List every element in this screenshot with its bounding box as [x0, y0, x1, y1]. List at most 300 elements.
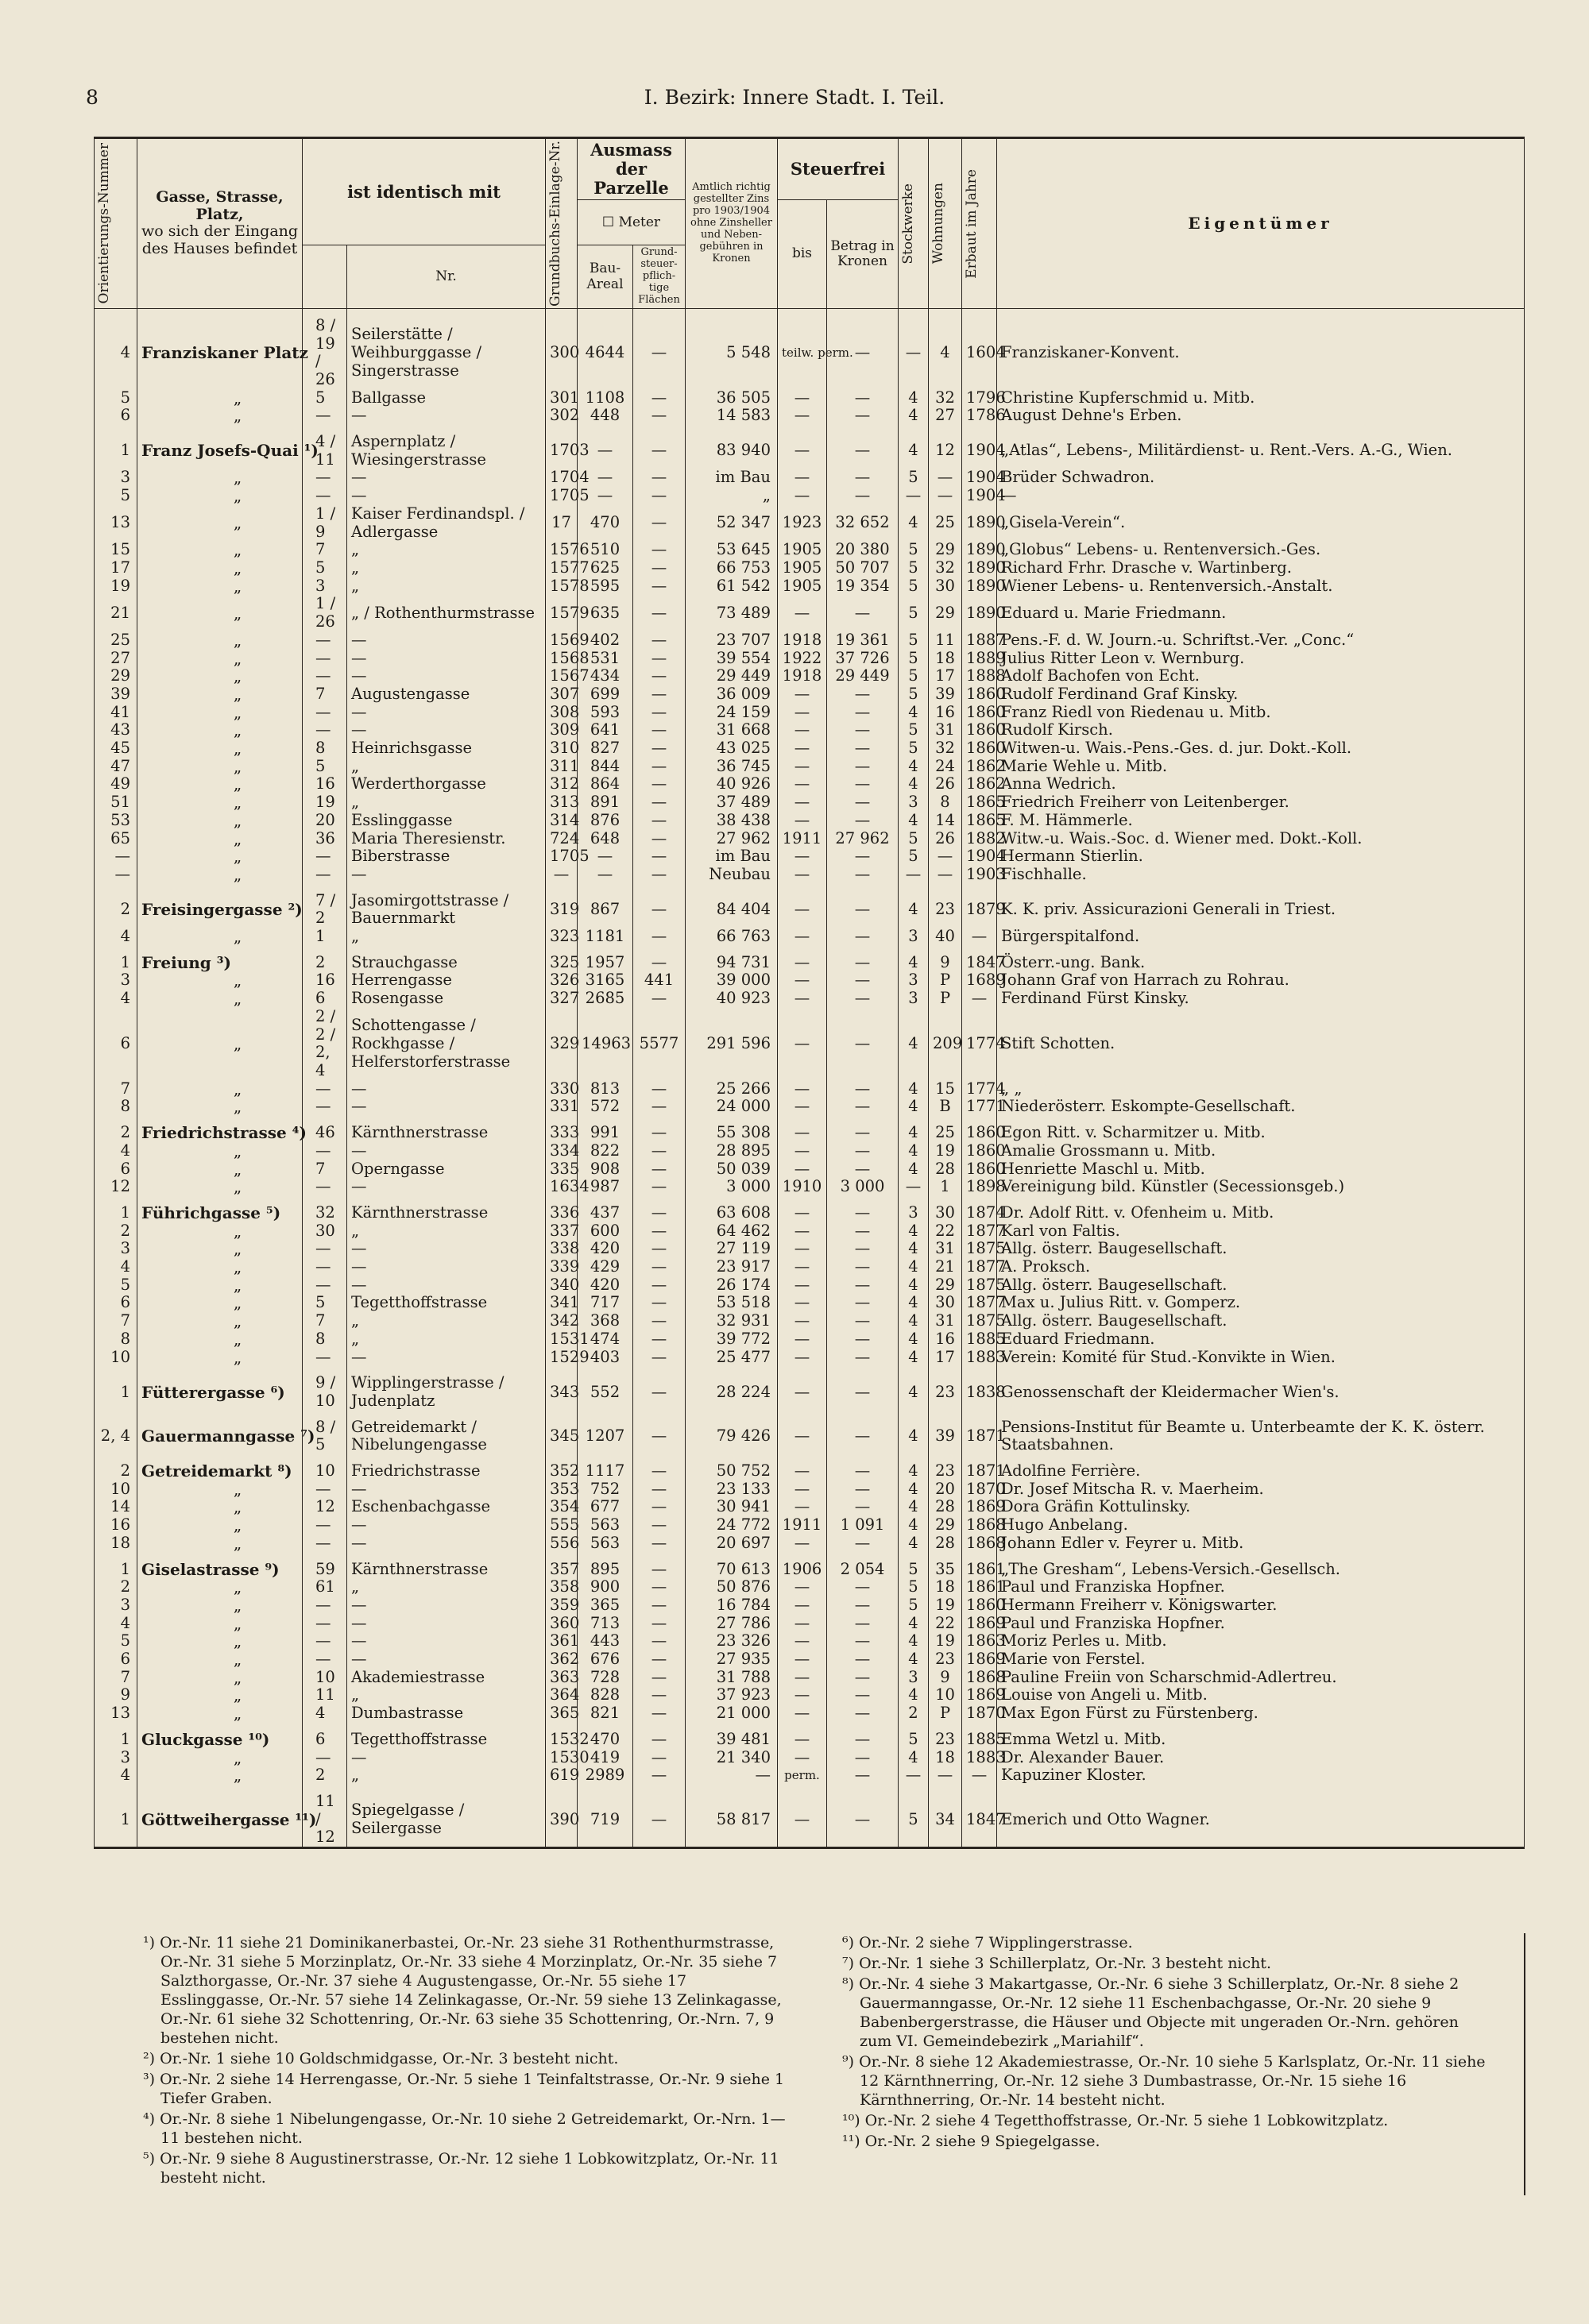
- cell-wohn: 23: [929, 1454, 962, 1480]
- cell-stock: 5: [899, 1723, 929, 1749]
- cell-ident: —: [347, 1276, 546, 1295]
- cell-ident: Operngasse: [347, 1160, 546, 1179]
- cell-nr: 2: [303, 946, 347, 972]
- cell-owner: F. M. Hämmerle.: [997, 812, 1525, 830]
- cell-bis: —: [778, 1258, 827, 1276]
- cell-ez: 354: [546, 1498, 578, 1516]
- cell-zins: 39 000: [686, 971, 778, 990]
- cell-stock: 5: [899, 559, 929, 577]
- cell-owner: Österr.-ung. Bank.: [997, 946, 1525, 972]
- cell-onr: 1: [95, 1553, 137, 1579]
- table-row: [95, 866, 1525, 884]
- cell-nr: 8 / 5: [303, 1411, 347, 1454]
- cell-wohn: 9: [929, 1669, 962, 1687]
- cell-street: Führichgasse ⁵): [137, 1196, 303, 1222]
- cell-ez: 330: [546, 1080, 578, 1098]
- cell-zins: 83 940: [686, 425, 778, 469]
- cell-nr: —: [303, 1276, 347, 1295]
- table-row: [95, 595, 1525, 631]
- cell-owner: „ „: [997, 1080, 1525, 1098]
- cell-stock: 4: [899, 758, 929, 776]
- cell-bis: —: [778, 866, 827, 884]
- cell-stock: 5: [899, 1785, 929, 1848]
- cell-bis: —: [778, 758, 827, 776]
- cell-bau: 474: [578, 1330, 633, 1349]
- cell-zins: 38 438: [686, 812, 778, 830]
- col-meter: ☐ Meter: [578, 200, 686, 245]
- cell-nr: 5: [303, 389, 347, 407]
- cell-stock: 4: [899, 704, 929, 722]
- cell-wohn: 22: [929, 1222, 962, 1241]
- cell-grund: —: [633, 1196, 686, 1222]
- cell-nr: 5: [303, 559, 347, 577]
- cell-zins: 36 009: [686, 685, 778, 704]
- footnotes-left: [143, 1933, 787, 2189]
- cell-stock: 5: [899, 577, 929, 596]
- cell-erbaut: 1870: [962, 1480, 997, 1499]
- cell-ident: Dumbastrasse: [347, 1704, 546, 1723]
- cell-zins: 30 941: [686, 1498, 778, 1516]
- cell-street: „: [137, 1669, 303, 1687]
- cell-onr: 4: [95, 1258, 137, 1276]
- cell-ez: 1529: [546, 1349, 578, 1367]
- cell-ident: „: [347, 928, 546, 946]
- cell-nr: —: [303, 1650, 347, 1669]
- cell-zins: —: [686, 1766, 778, 1785]
- cell-bau: 593: [578, 704, 633, 722]
- cell-bis: —: [778, 884, 827, 928]
- cell-zins: 31 788: [686, 1669, 778, 1687]
- footnotes-right: [842, 1933, 1486, 2152]
- cell-betrag: —: [827, 793, 899, 812]
- cell-wohn: 20: [929, 1480, 962, 1499]
- cell-nr: 7: [303, 541, 347, 559]
- cell-street: „: [137, 1704, 303, 1723]
- cell-ez: 331: [546, 1098, 578, 1116]
- cell-ez: 353: [546, 1480, 578, 1499]
- cell-zins: 50 876: [686, 1578, 778, 1596]
- footnote: ⁵) Or.-Nr. 9 siehe 8 Augustinerstrasse, Or.-Nr. 12 siehe 1 Lobkowitzplatz, Or.-Nr. 11 besteht nicht.: [143, 2150, 779, 2187]
- cell-wohn: 28: [929, 1498, 962, 1516]
- cell-nr: —: [303, 866, 347, 884]
- cell-erbaut: 1838: [962, 1366, 997, 1410]
- cell-betrag: —: [827, 1766, 899, 1785]
- cell-nr: —: [303, 1349, 347, 1367]
- cell-stock: 4: [899, 1080, 929, 1098]
- cell-ident: Spiegelgasse / Seilergasse: [347, 1785, 546, 1848]
- table-row: [95, 1578, 1525, 1596]
- table-row: [95, 793, 1525, 812]
- cell-bau: 719: [578, 1785, 633, 1848]
- cell-bau: 470: [578, 1723, 633, 1749]
- cell-onr: 5: [95, 1276, 137, 1295]
- cell-ez: 337: [546, 1222, 578, 1241]
- cell-grund: —: [633, 946, 686, 972]
- cell-grund: —: [633, 1723, 686, 1749]
- cell-street: „: [137, 1596, 303, 1615]
- cell-stock: 5: [899, 721, 929, 739]
- cell-owner: Louise von Angeli u. Mitb.: [997, 1686, 1525, 1704]
- cell-street: „: [137, 1258, 303, 1276]
- cell-wohn: 11: [929, 631, 962, 650]
- cell-stock: 4: [899, 1615, 929, 1633]
- cell-erbaut: 1879: [962, 884, 997, 928]
- cell-erbaut: 1890: [962, 577, 997, 596]
- cell-bau: 1957: [578, 946, 633, 972]
- table-header: [95, 138, 1525, 309]
- cell-zins: 39 772: [686, 1330, 778, 1349]
- cell-grund: —: [633, 1766, 686, 1785]
- cell-onr: 10: [95, 1349, 137, 1367]
- cell-nr: —: [303, 1749, 347, 1767]
- cell-bis: 1905: [778, 559, 827, 577]
- cell-onr: 21: [95, 595, 137, 631]
- cell-ez: 362: [546, 1650, 578, 1669]
- cell-erbaut: 1861: [962, 1578, 997, 1596]
- cell-erbaut: 1868: [962, 1516, 997, 1535]
- cell-ez: 323: [546, 928, 578, 946]
- cell-owner: Egon Ritt. v. Scharmitzer u. Mitb.: [997, 1116, 1525, 1142]
- cell-zins: 28 224: [686, 1366, 778, 1410]
- cell-onr: 2: [95, 884, 137, 928]
- cell-onr: 3: [95, 1749, 137, 1767]
- table-row: [95, 308, 1525, 388]
- cell-onr: —: [95, 866, 137, 884]
- cell-ident: Kärnthnerstrasse: [347, 1116, 546, 1142]
- cell-ez: 342: [546, 1312, 578, 1330]
- cell-nr: —: [303, 847, 347, 866]
- cell-bis: —: [778, 1785, 827, 1848]
- table-row: [95, 1276, 1525, 1295]
- cell-grund: —: [633, 1098, 686, 1116]
- cell-bau: 368: [578, 1312, 633, 1330]
- table-row: [95, 721, 1525, 739]
- cell-betrag: —: [827, 1240, 899, 1258]
- cell-bau: 752: [578, 1480, 633, 1499]
- cell-bau: 635: [578, 595, 633, 631]
- table-row: [95, 1785, 1525, 1848]
- cell-ident: „: [347, 577, 546, 596]
- cell-ident: „: [347, 758, 546, 776]
- cell-bau: 822: [578, 1142, 633, 1160]
- cell-erbaut: 1890: [962, 559, 997, 577]
- cell-ident: —: [347, 1596, 546, 1615]
- cell-wohn: 18: [929, 1578, 962, 1596]
- cell-nr: 19: [303, 793, 347, 812]
- cell-wohn: —: [929, 1766, 962, 1785]
- cell-street: „: [137, 685, 303, 704]
- cell-onr: 4: [95, 1142, 137, 1160]
- cell-street: „: [137, 487, 303, 505]
- cell-grund: —: [633, 1785, 686, 1848]
- cell-ident: Strauchgasse: [347, 946, 546, 972]
- footnote: ¹⁰) Or.-Nr. 2 siehe 4 Tegetthoffstrasse, Or.-Nr. 5 siehe 1 Lobkowitzplatz.: [842, 2112, 1389, 2129]
- cell-owner: Paul und Franziska Hopfner.: [997, 1578, 1525, 1596]
- cell-bau: 2685: [578, 990, 633, 1008]
- cell-street: „: [137, 1294, 303, 1312]
- cell-wohn: 12: [929, 425, 962, 469]
- cell-ez: 339: [546, 1258, 578, 1276]
- cell-betrag: —: [827, 1578, 899, 1596]
- cell-betrag: 3 000: [827, 1178, 899, 1196]
- cell-ident: —: [347, 1142, 546, 1160]
- cell-nr: 8: [303, 739, 347, 758]
- cell-stock: 3: [899, 1196, 929, 1222]
- cell-street: „: [137, 775, 303, 793]
- cell-street: „: [137, 1578, 303, 1596]
- cell-erbaut: 1860: [962, 721, 997, 739]
- col-grundsteuer: Grund-steuer-pflich-tige Flächen: [633, 245, 686, 309]
- cell-wohn: 28: [929, 1535, 962, 1553]
- cell-onr: 65: [95, 830, 137, 848]
- cell-betrag: —: [827, 1686, 899, 1704]
- cell-betrag: —: [827, 1349, 899, 1367]
- cell-onr: 10: [95, 1480, 137, 1499]
- cell-erbaut: 1869: [962, 1498, 997, 1516]
- cell-erbaut: 1860: [962, 1142, 997, 1160]
- cell-ident: „: [347, 1686, 546, 1704]
- cell-ident: „: [347, 793, 546, 812]
- table-row: [95, 739, 1525, 758]
- cell-zins: 94 731: [686, 946, 778, 972]
- cell-zins: 24 159: [686, 704, 778, 722]
- cell-zins: 55 308: [686, 1116, 778, 1142]
- cell-ident: —: [347, 1349, 546, 1367]
- cell-owner: „Globus“ Lebens- u. Rentenversich.-Ges.: [997, 541, 1525, 559]
- cell-ez: 556: [546, 1535, 578, 1553]
- cell-grund: —: [633, 1116, 686, 1142]
- cell-grund: —: [633, 1578, 686, 1596]
- cell-grund: —: [633, 1258, 686, 1276]
- cell-erbaut: 1771: [962, 1098, 997, 1116]
- cell-ident: —: [347, 1535, 546, 1553]
- cell-wohn: 30: [929, 1196, 962, 1222]
- table-row: [95, 1008, 1525, 1080]
- cell-grund: —: [633, 721, 686, 739]
- col-wohnungen: Wohnungen: [929, 138, 962, 309]
- cell-bau: 419: [578, 1749, 633, 1767]
- cell-street: „: [137, 631, 303, 650]
- cell-ez: 345: [546, 1411, 578, 1454]
- cell-street: „: [137, 1632, 303, 1650]
- cell-street: „: [137, 1008, 303, 1080]
- cell-grund: —: [633, 541, 686, 559]
- table-row: [95, 1498, 1525, 1516]
- table-row: [95, 884, 1525, 928]
- cell-bis: —: [778, 1669, 827, 1687]
- cell-grund: —: [633, 595, 686, 631]
- table-row: [95, 1704, 1525, 1723]
- cell-onr: 1: [95, 946, 137, 972]
- cell-onr: 51: [95, 793, 137, 812]
- cell-zins: „: [686, 487, 778, 505]
- table-row: [95, 1366, 1525, 1410]
- table-row: [95, 425, 1525, 469]
- cell-ident: „: [347, 1330, 546, 1349]
- cell-onr: 45: [95, 739, 137, 758]
- cell-grund: —: [633, 812, 686, 830]
- cell-street: „: [137, 1349, 303, 1367]
- cell-street: Franz Josefs-Quai ¹): [137, 425, 303, 469]
- cell-erbaut: 1868: [962, 1535, 997, 1553]
- table-row: [95, 1615, 1525, 1633]
- cell-bis: —: [778, 487, 827, 505]
- cell-grund: —: [633, 425, 686, 469]
- cell-nr: 59: [303, 1553, 347, 1579]
- cell-betrag: —: [827, 1222, 899, 1241]
- cell-erbaut: 1869: [962, 1686, 997, 1704]
- cell-stock: 4: [899, 946, 929, 972]
- footnote: ¹) Or.-Nr. 11 siehe 21 Dominikanerbastei, Or.-Nr. 23 siehe 31 Rothenthurmstrasse, Or.-Nr. 31 siehe 5 Morzinplatz, Or.-Nr. 33 siehe 4 Morzinplatz, Or.-Nr. 35 siehe 7 Salzthorgasse, Or.-Nr. 37 siehe 4 Augustengasse, Or.-Nr. 55 siehe 17 Esslinggasse, Or.-Nr. 57 siehe 14 Zelinkagasse, Or.-Nr. 59 siehe 13 Zelinkagasse, Or.-Nr. 61 siehe 32 Schottenring, Or.-Nr. 63 siehe 35 Schottenring, Or.-Nrn. 7, 9 bestehen nicht.: [143, 1934, 782, 2047]
- col-bau-areal: Bau-Areal: [578, 245, 633, 309]
- cell-betrag: —: [827, 1258, 899, 1276]
- cell-ident: —: [347, 1749, 546, 1767]
- cell-erbaut: —: [962, 928, 997, 946]
- table-row: [95, 650, 1525, 668]
- cell-wohn: 32: [929, 389, 962, 407]
- cell-grund: —: [633, 631, 686, 650]
- col-grundbuchs: Grundbuchs-Einlage-Nr.: [546, 138, 578, 309]
- cell-owner: Dora Gräfin Kottulinsky.: [997, 1498, 1525, 1516]
- cell-stock: 5: [899, 685, 929, 704]
- cell-wohn: 28: [929, 1160, 962, 1179]
- cell-ident: Jasomirgottstrasse / Bauernmarkt: [347, 884, 546, 928]
- cell-wohn: 34: [929, 1785, 962, 1848]
- cell-betrag: —: [827, 308, 899, 388]
- cell-stock: 5: [899, 1578, 929, 1596]
- cell-betrag: 50 707: [827, 559, 899, 577]
- cell-stock: 5: [899, 469, 929, 487]
- cell-nr: —: [303, 1516, 347, 1535]
- cell-zins: 27 786: [686, 1615, 778, 1633]
- cell-ez: 1530: [546, 1749, 578, 1767]
- table-row: [95, 928, 1525, 946]
- cell-wohn: 23: [929, 884, 962, 928]
- cell-ez: 307: [546, 685, 578, 704]
- cell-betrag: —: [827, 1196, 899, 1222]
- cell-ident: „: [347, 1578, 546, 1596]
- table-row: [95, 1349, 1525, 1367]
- table-row: [95, 830, 1525, 848]
- cell-betrag: —: [827, 1411, 899, 1454]
- cell-betrag: —: [827, 971, 899, 990]
- cell-bau: 827: [578, 739, 633, 758]
- cell-ez: 1569: [546, 631, 578, 650]
- cell-ez: 555: [546, 1516, 578, 1535]
- cell-betrag: —: [827, 1615, 899, 1633]
- cell-owner: „Gisela-Verein“.: [997, 505, 1525, 541]
- cell-zins: 58 817: [686, 1785, 778, 1848]
- cell-wohn: 23: [929, 1650, 962, 1669]
- cell-bau: 844: [578, 758, 633, 776]
- cell-ident: —: [347, 1080, 546, 1098]
- cell-bis: —: [778, 946, 827, 972]
- cell-bau: 403: [578, 1349, 633, 1367]
- col-eigentuemer: Eigentümer: [997, 138, 1525, 309]
- cell-onr: 1: [95, 1785, 137, 1848]
- cell-betrag: —: [827, 389, 899, 407]
- cell-wohn: 19: [929, 1142, 962, 1160]
- cell-bau: 676: [578, 1650, 633, 1669]
- cell-zins: 24 000: [686, 1098, 778, 1116]
- cell-betrag: 19 361: [827, 631, 899, 650]
- cell-wohn: 14: [929, 812, 962, 830]
- col-bis: bis: [778, 200, 827, 308]
- cell-onr: 7: [95, 1080, 137, 1098]
- cell-zins: 23 707: [686, 631, 778, 650]
- cell-street: Göttweihergasse ¹¹): [137, 1785, 303, 1848]
- cell-grund: —: [633, 559, 686, 577]
- cell-grund: —: [633, 1498, 686, 1516]
- cell-owner: Vereinigung bild. Künstler (Secessionsgeb.): [997, 1178, 1525, 1196]
- cell-stock: 5: [899, 631, 929, 650]
- cell-onr: 4: [95, 1615, 137, 1633]
- cell-wohn: 16: [929, 704, 962, 722]
- cell-bis: —: [778, 704, 827, 722]
- cell-zins: 23 917: [686, 1258, 778, 1276]
- cell-bis: —: [778, 1222, 827, 1241]
- cell-wohn: 29: [929, 1516, 962, 1535]
- cell-ident: Biberstrasse: [347, 847, 546, 866]
- cell-betrag: —: [827, 1632, 899, 1650]
- cell-stock: 4: [899, 1116, 929, 1142]
- table-row: [95, 541, 1525, 559]
- cell-ez: 17: [546, 505, 578, 541]
- cell-wohn: 26: [929, 830, 962, 848]
- cell-betrag: —: [827, 1785, 899, 1848]
- cell-bis: —: [778, 793, 827, 812]
- cell-bau: 641: [578, 721, 633, 739]
- cell-street: Fütterergasse ⁶): [137, 1366, 303, 1410]
- cell-zins: 39 554: [686, 650, 778, 668]
- cell-nr: 2: [303, 1766, 347, 1785]
- cell-onr: 47: [95, 758, 137, 776]
- cell-ident: Maria Theresienstr.: [347, 830, 546, 848]
- cell-stock: 4: [899, 1294, 929, 1312]
- cell-stock: 4: [899, 775, 929, 793]
- cell-ident: —: [347, 1516, 546, 1535]
- cell-bau: 895: [578, 1553, 633, 1579]
- cell-erbaut: 1689: [962, 971, 997, 990]
- cell-nr: —: [303, 1098, 347, 1116]
- table-row: [95, 1240, 1525, 1258]
- cell-erbaut: —: [962, 990, 997, 1008]
- cell-bau: 891: [578, 793, 633, 812]
- cell-ident: —: [347, 407, 546, 425]
- cell-street: „: [137, 971, 303, 990]
- cell-bau: 563: [578, 1516, 633, 1535]
- cell-betrag: —: [827, 946, 899, 972]
- cell-ident: Schottengasse / Rockhgasse / Helferstorferstrasse: [347, 1008, 546, 1080]
- cell-ident: —: [347, 650, 546, 668]
- cell-onr: 43: [95, 721, 137, 739]
- table-row: [95, 1196, 1525, 1222]
- cell-grund: —: [633, 1650, 686, 1669]
- cell-bis: 1923: [778, 505, 827, 541]
- cell-nr: 10: [303, 1454, 347, 1480]
- cell-onr: 2: [95, 1116, 137, 1142]
- cell-betrag: —: [827, 469, 899, 487]
- cell-ez: 329: [546, 1008, 578, 1080]
- cell-zins: 14 583: [686, 407, 778, 425]
- cell-nr: —: [303, 704, 347, 722]
- cell-onr: 41: [95, 704, 137, 722]
- cell-bis: —: [778, 1535, 827, 1553]
- cell-onr: 3: [95, 1596, 137, 1615]
- cell-onr: 2: [95, 1222, 137, 1241]
- cell-ident: „ / Rothenthurmstrasse: [347, 595, 546, 631]
- cell-wohn: —: [929, 469, 962, 487]
